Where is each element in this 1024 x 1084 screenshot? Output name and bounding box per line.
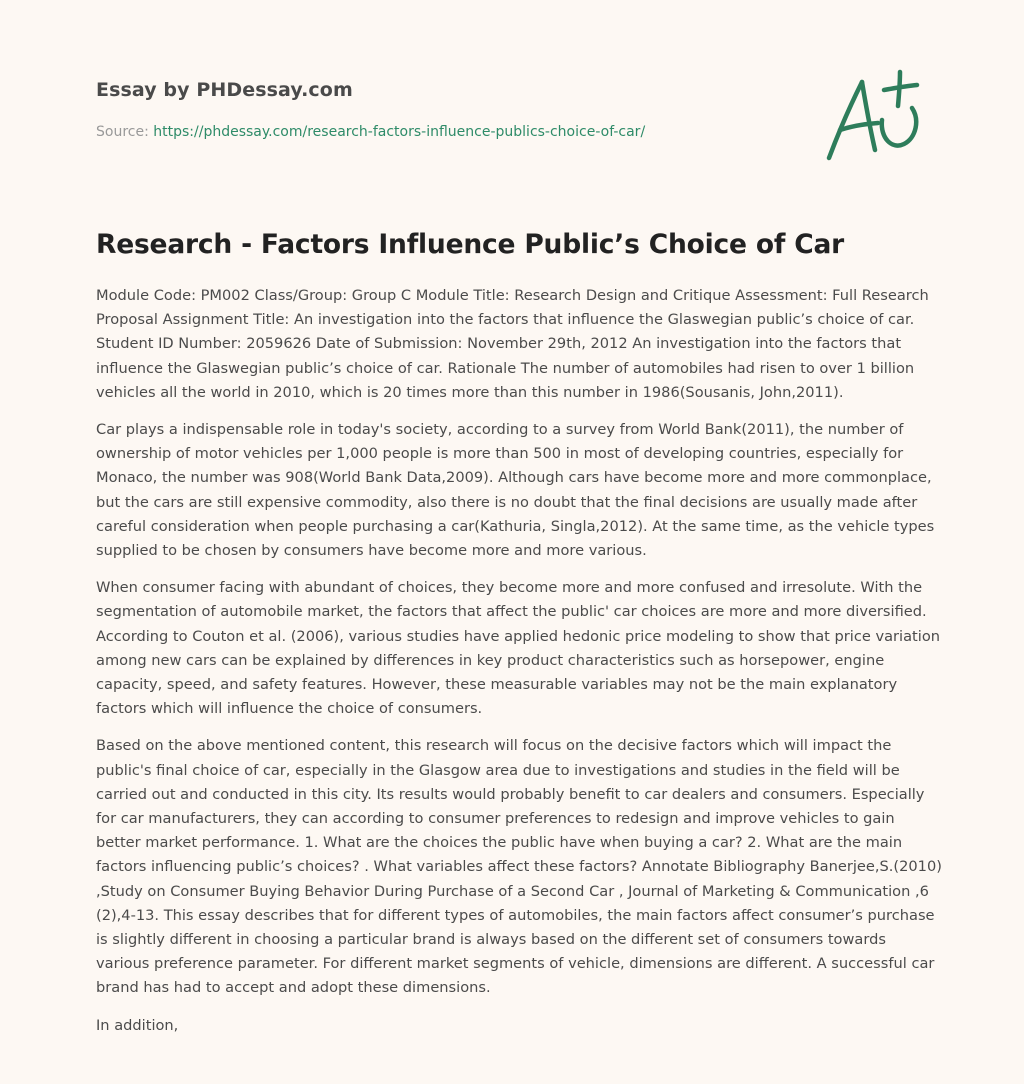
plus-horizontal xyxy=(884,85,917,90)
article-body xyxy=(96,284,942,1051)
article-paragraph: When consumer facing with abundant of choices, they become more and more confused and irresolute. With the segmentation of automobile market, the factors that affect the public' car choices are more and more diversified. According to Couton et al. (2006), various studies have applied hedonic price modeling to show that price variation among new cars can be explained by differences in key product characteristics such as horsepower, engine capacity, speed, and safety features. However, these measurable variables may not be the main explanatory factors which will influence the choice of consumers. xyxy=(96,579,941,718)
article-paragraph: Module Code: PM002 Class/Group: Group C Module Title: Research Design and Critique Assessment: Full Research Proposal Assignment Title: An investigation into the factors that influence the Glaswegian public’s choice of car. Student ID Number: 2059626 Date of Submission: November 29th, 2012 An investigation into the factors that influence the Glaswegian public’s choice of car. Rationale The number of automobiles had risen to over 1 billion vehicles all the world in 2010, which is 20 times more than this number in 1986(Sousanis, John,2011). xyxy=(96,287,929,401)
source-label: Source: xyxy=(96,124,154,140)
source-line xyxy=(96,122,756,142)
header xyxy=(96,76,756,142)
plus-swirl xyxy=(882,108,916,146)
article-paragraph: In addition, xyxy=(96,1016,179,1034)
source-link[interactable]: https://phdessay.com/research-factors-influence-publics-choice-of-car/ xyxy=(153,124,646,140)
article-paragraph: Based on the above mentioned content, this research will focus on the decisive factors which will impact the public's final choice of car, especially in the Glasgow area due to investigations and studies in the field will be carried out and conducted in this city. Its results would probably benefit to car dealers and consumers. Especially for car manufacturers, they can according to consumer preferences to redesign and improve vehicles to gain better market performance. 1. What are the choices the public have when buying a car? 2. What are the main factors influencing public’s choices? . What variables affect these factors? Annotate Bibliography Banerjee,S.(2010) ,Study on Consumer Buying Behavior During Purchase of a Second Car , Journal of Marketing & Communication ,6 (2),4-13. This essay describes that for different types of automobiles, the main factors affect consumer’s purchase is slightly different in choosing a particular brand is always based on the different set of consumers towards various preference parameter. For different market segments of vehicle, dimensions are different. A successful car brand has had to accept and adopt these dimensions. xyxy=(96,737,942,997)
a-plus-grade-icon xyxy=(820,66,930,166)
a-plus-logo-svg xyxy=(820,66,930,166)
a-left-stroke xyxy=(829,82,862,158)
article-title: Research - Factors Influence Public’s Choice of Car xyxy=(96,229,845,260)
a-right-stroke xyxy=(862,82,875,150)
article-paragraph: Car plays a indispensable role in today's society, according to a survey from World Bank(2011), the number of ownership of motor vehicles per 1,000 people is more than 500 in most of developing countries, especially for Monaco, the number was 908(World Bank Data,2009). Although cars have become more and more commonplace, but the cars are still expensive commodity, also there is no doubt that the final decisions are usually made after careful consideration when people purchasing a car(Kathuria, Singla,2012). At the same time, as the vehicle types supplied to be chosen by consumers have become more and more various. xyxy=(96,421,935,560)
site-name: Essay by PHDessay.com xyxy=(96,79,353,101)
